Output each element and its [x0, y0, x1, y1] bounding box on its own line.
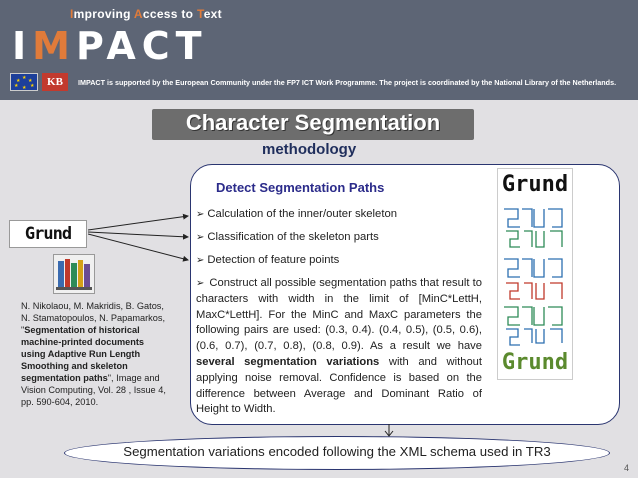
reference-title: Segmentation of historical machine-printed documents using Adaptive Run Length Smoothing and skeleton segmentation paths	[21, 325, 145, 383]
long-bullet-bold: several segmentation variations	[196, 355, 380, 368]
grund-word-top: Grund	[501, 172, 569, 197]
word-image-grund: Grund	[9, 220, 87, 248]
page-number: 4	[624, 463, 630, 473]
bullet-text: Calculation of the inner/outer skeleton	[207, 208, 398, 220]
logo-letter: PACT	[75, 24, 208, 68]
bullet-item	[196, 231, 379, 243]
title-box	[152, 109, 474, 140]
connector-arrows	[88, 208, 198, 278]
impact-logo	[12, 24, 208, 68]
tagline-part: ext	[203, 7, 222, 21]
bullet-text: Detection of feature points	[207, 254, 340, 266]
long-bullet-text: Construct all possible segmentation paths that result to characters with width in the limit of [MinC*LettH, MaxC*LettH]. For the MinC and MaxC parameters the following pairs are used: (0.3, 0.4). (0.4, 0.5), (0.5, 0.6), (0.6, 0.7), (0.7, 0.8), (0.8, 0.9). As a result we have	[196, 277, 482, 353]
bullet-item	[196, 208, 397, 220]
long-bullet	[196, 276, 482, 418]
reference-source: ", Image and Vision Computing, Vol. 28 , Issue 4, pp. 590-604, 2010.	[21, 373, 166, 407]
segmentation-image-stack	[497, 168, 573, 380]
tagline-part: mproving	[73, 7, 134, 21]
arrow-bullet-icon: ➢	[196, 255, 205, 266]
logo-letter: M	[32, 24, 76, 68]
slide-subtitle: methodology	[262, 141, 357, 158]
kb-logo: KB	[42, 73, 68, 91]
long-bullet-text: with and without applying noise removal. Confidence is based on the difference between Average and Dominant Ratio of Height to Width.	[196, 355, 482, 416]
arrow-bullet-icon: ➢	[196, 278, 205, 289]
reference-citation	[21, 300, 171, 408]
tagline-part: T	[196, 7, 204, 21]
books-icon	[53, 254, 95, 294]
bullet-text: Classification of the skeleton parts	[207, 231, 379, 243]
footer-text: Segmentation variations encoded following the XML schema used in TR3	[123, 444, 551, 459]
bullet-item	[196, 254, 339, 266]
tagline-part: A	[133, 7, 143, 21]
slide-title: Character Segmentation	[185, 110, 441, 135]
tagline-part: ccess to	[142, 7, 197, 21]
eu-flag-icon: ★ ★ ★ ★ ★ ★	[10, 73, 38, 91]
reference-authors: N. Nikolaou, M. Makridis, B. Gatos, N. Stamatopoulos, N. Papamarkos, "	[21, 301, 166, 335]
tagline-part: I	[70, 7, 74, 21]
grund-word-bottom: Grund	[501, 350, 569, 375]
logo-letter: I	[12, 24, 33, 68]
support-strip	[10, 71, 630, 93]
arrow-bullet-icon: ➢	[196, 232, 205, 243]
arrow-bullet-icon: ➢	[196, 209, 205, 220]
header-banner	[0, 0, 638, 100]
section-title: Detect Segmentation Paths	[216, 180, 385, 195]
tagline	[70, 7, 222, 21]
support-text: IMPACT is supported by the European Community under the FP7 ICT Work Programme. The project is coordinated by the National Library of the Netherlands.	[78, 77, 617, 87]
